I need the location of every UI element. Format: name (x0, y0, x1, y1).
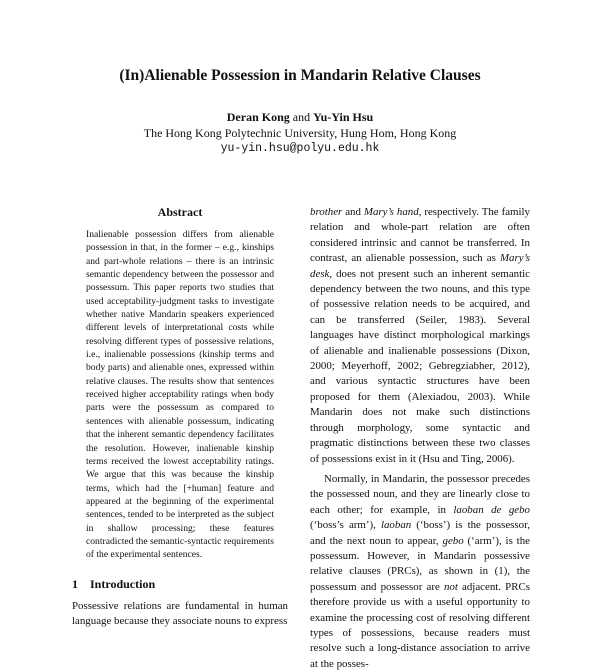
author-name: Deran Kong (226, 110, 290, 124)
body-text: and (342, 206, 364, 218)
paper-title: (In)Alienable Possession in Mandarin Relative Clauses (119, 67, 481, 84)
body-text: (‘boss’) is the possessor, and the next noun to appear, (310, 519, 530, 547)
abstract-heading: Abstract (157, 205, 203, 219)
section-title: Introduction (90, 576, 156, 591)
body-paragraph (310, 205, 530, 467)
left-column (72, 205, 288, 629)
body-text: (‘arm’), is the possessum. However, in Mandarin possessive relative clauses (PRCs), as shown in (1), the possessum and possessor are (310, 534, 530, 593)
example-term: gebo (442, 534, 464, 547)
author-email: yu-yin.hsu@polyu.edu.hk (220, 142, 380, 155)
right-column (310, 205, 530, 672)
example-term: laoban de gebo (453, 503, 530, 516)
example-term: Mary’s hand (363, 206, 419, 218)
author-name: Yu-Yin Hsu (313, 110, 374, 124)
author-line (0, 110, 600, 125)
intro-paragraph: Possessive relations are fundamental in human language because they associate nouns to express (72, 599, 288, 627)
body-paragraph (310, 472, 530, 672)
body-text: adjacent. PRCs therefore provide us with a useful opportunity to examine the processing cost of resolving different types of possessions, because readers must resolve such a long-distance association to arrive at the posses- (310, 580, 530, 670)
emphasis: not (443, 580, 458, 593)
body-text: (‘boss’s arm’), (310, 519, 381, 532)
section-heading (72, 577, 288, 592)
section-number: 1 (72, 576, 78, 591)
abstract-text: Inalienable possession differs from alienable possession in that, in the former – e.g., kinships and part-whole relations – there is an intrinsic semantic dependency between the possessor and possessum. This paper reports two studies that used acceptability-judgment tasks to investigate whether native Mandarin speakers experienced different levels of interpretational costs while resolving different types of possessive relations, i.e., inalienable possessions (kinship terms and body parts) and alienable ones, expressed within relative clauses. The results show that sentences received higher acceptability ratings when body parts were the possessum as compared to sentences with alienable possessum, indicating that the inherent semantic dependency facilitates the resolution. However, inalienable kinship terms received the lowest acceptability ratings. We argue that this was because the kinship terms, which had the [+human] feature and appeared at the beginning of the experimental sentences, tended to be interpreted as the subject in shallow processing; these features contradicted the semantic-syntactic requirements of the experimental sentences. (86, 229, 274, 561)
body-text: Normally, in Mandarin, the possessor precedes the possessed noun, and they are linearly close to each other; for example, in (310, 472, 530, 516)
body-text: , respectively. The family relation and whole-part relation are often considered intrinsic and cannot be transferred. In contrast, an alienable possession, such as (310, 206, 531, 265)
body-text: , does not present such an inherent semantic dependency between the two nouns, and this type of possessive relation needs to be acquired, and can be transferred (Seiler, 1983). Several languages have distinct morphological markings of alienable and inalienable possessions (Dixon, 2000; Meyerhoff, 2002; Gebregziabher, 2012), and various syntactic structures have been proposed for them (Alexiadou, 2003). While Mandarin does not make such distinctions through morphology, some syntactic and pragmatic distinctions between these two classes of possessions exist in it (Hsu and Ting, 2006). (310, 267, 530, 465)
author-conjunction: and (292, 110, 311, 124)
example-term: Mary’s desk (310, 252, 530, 280)
affiliation: The Hong Kong Polytechnic University, Hung Hom, Hong Kong (143, 126, 457, 140)
example-term: laoban (380, 519, 412, 532)
example-term: brother (310, 206, 343, 218)
